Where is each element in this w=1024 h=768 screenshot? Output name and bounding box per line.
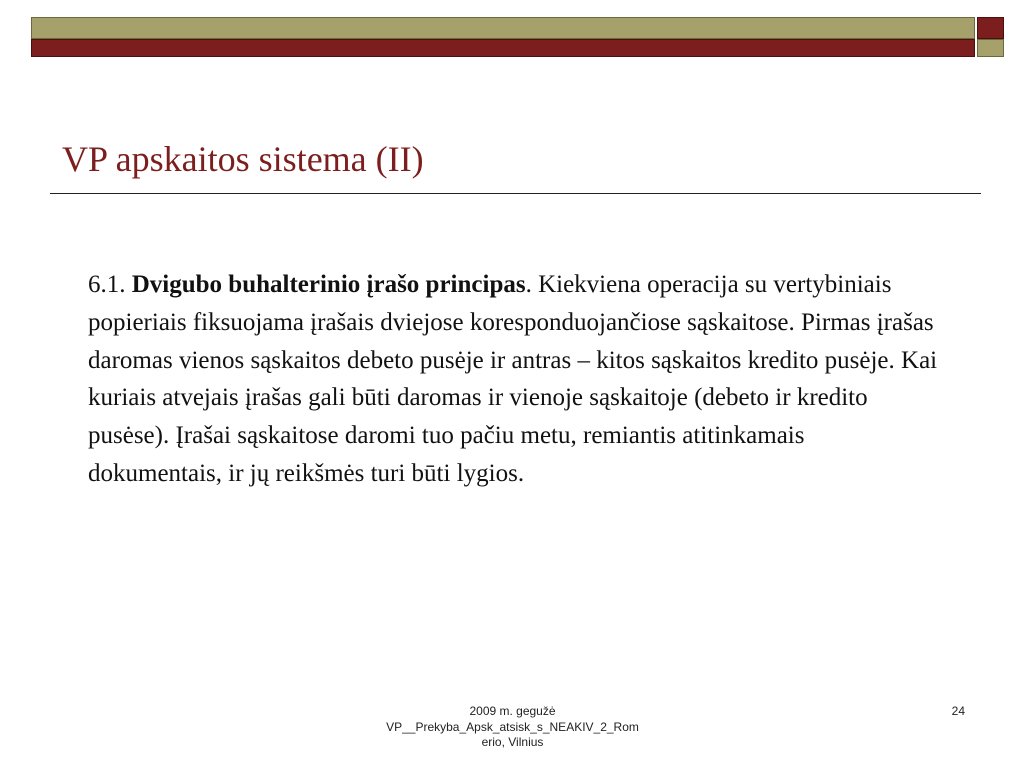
top-decorative-band bbox=[31, 17, 975, 57]
paragraph-heading: Dvigubo buhalterinio įrašo principas bbox=[131, 271, 526, 298]
paragraph-text: . Kiekviena operacija su vertybiniais popieriais fiksuojama įrašais dviejose koresponduojančiose sąskaitose. Pirmas įrašas daromas vienos sąskaitos debeto pusėje ir antras – kitos sąskaitos kredito pusėje. Kai kuriais atvejais įrašas gali būti daromas ir vienoje sąskaitoje (debeto ir kredito pusėse). Įrašai sąskaitose daromi tuo pačiu metu, remiantis atitinkamais dokumentais, ir jų reikšmės turi būti lygios. bbox=[88, 271, 938, 487]
olive-square bbox=[977, 39, 1004, 57]
maroon-square bbox=[977, 17, 1004, 39]
slide-title: VP apskaitos sistema (II) bbox=[62, 139, 424, 179]
title-divider bbox=[50, 193, 981, 194]
footer-file-line-2: erio, Vilnius bbox=[481, 735, 544, 749]
maroon-stripe bbox=[31, 39, 975, 57]
corner-squares bbox=[977, 17, 1004, 57]
page-number: 24 bbox=[951, 704, 965, 718]
paragraph-number: 6.1. bbox=[88, 271, 132, 298]
footer-info bbox=[340, 704, 685, 751]
footer-file-line-1: VP__Prekyba_Apsk_atsisk_s_NEAKIV_2_Rom bbox=[386, 719, 639, 734]
olive-stripe bbox=[31, 17, 975, 39]
footer-date: 2009 m. gegužė bbox=[469, 704, 556, 718]
body-paragraph bbox=[88, 266, 938, 493]
